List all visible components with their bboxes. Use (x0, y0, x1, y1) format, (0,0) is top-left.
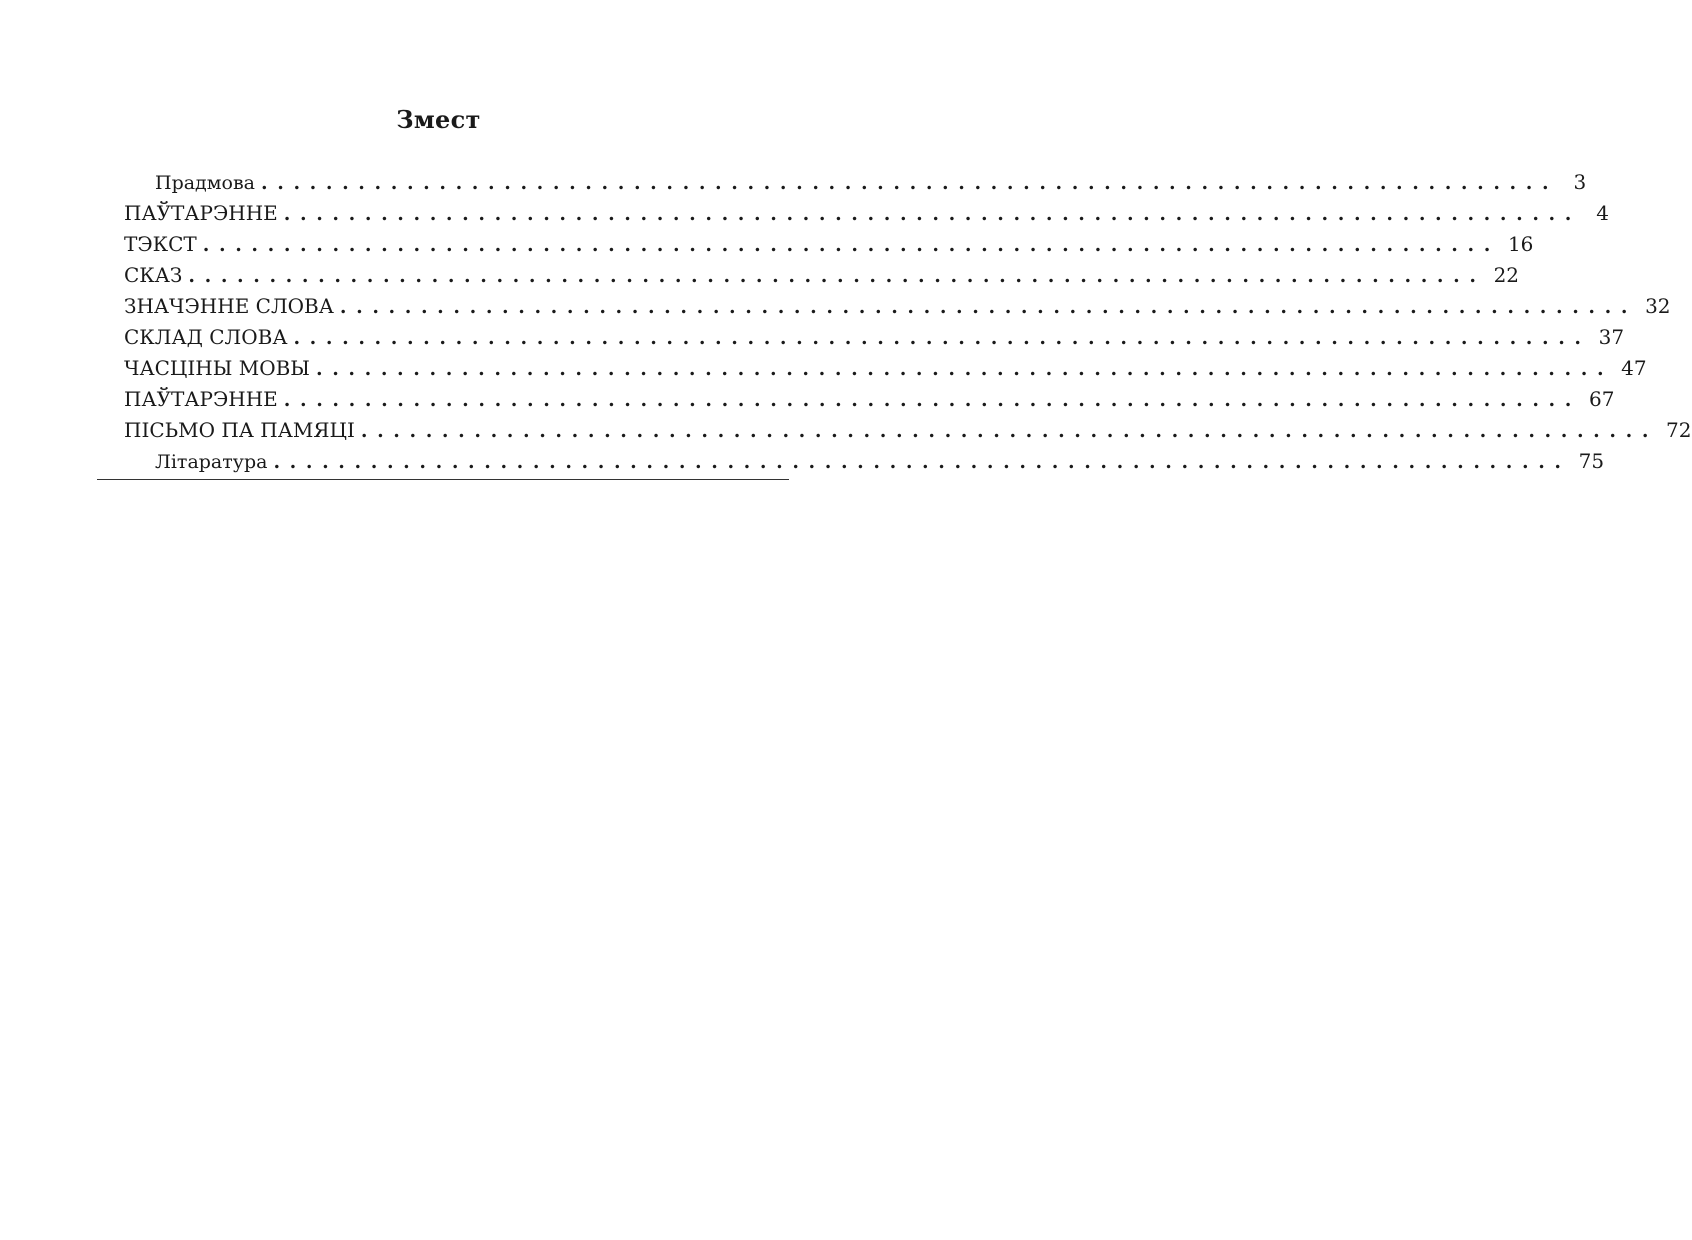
toc-entry-page: 32 (1645, 294, 1671, 318)
toc-dot-leader: ................................................................................ (273, 451, 1571, 473)
toc-entry-page: 4 (1596, 201, 1609, 225)
toc-entry-page: 47 (1621, 356, 1647, 380)
toc-entry-title: СКАЗ (124, 263, 183, 287)
toc-entry-page: 22 (1493, 263, 1520, 287)
toc-dot-leader: ................................................................................ (315, 358, 1614, 380)
toc-entry[interactable] (124, 167, 1587, 198)
toc-entry-title: ПАЎТАРЭННЕ (124, 201, 278, 225)
toc-dot-leader: ................................................................................ (261, 172, 1559, 194)
bottom-rule (97, 479, 789, 480)
toc-entry-title: ТЭКСТ (124, 232, 197, 256)
toc-entry-title: Літаратура (155, 451, 268, 473)
toc-dot-leader: ................................................................................ (188, 265, 1486, 287)
toc-entry[interactable] (124, 322, 1625, 353)
page-title: Змест (396, 105, 481, 134)
toc-entry-page: 72 (1666, 418, 1692, 442)
toc-entry-title: СКЛАД СЛОВА (124, 325, 288, 349)
toc-entry-page: 3 (1573, 170, 1587, 194)
toc-dot-leader: ................................................................................ (283, 203, 1581, 225)
toc-dot-leader: ................................................................................ (202, 234, 1500, 256)
toc-entry[interactable] (124, 291, 1671, 322)
toc-dot-leader: ................................................................................ (339, 296, 1638, 318)
toc-entry[interactable] (124, 229, 1534, 260)
toc-entry-title: ПІСЬМО ПА ПАМЯЦІ (124, 418, 355, 442)
toc-entry-title: Прадмова (155, 172, 256, 194)
toc-entry-page: 75 (1578, 449, 1605, 473)
toc-entry[interactable] (124, 353, 1647, 384)
toc-entry[interactable] (124, 198, 1609, 229)
toc-dot-leader: ................................................................................ (360, 420, 1659, 442)
toc-dot-leader: ................................................................................ (283, 389, 1581, 411)
toc-entry-page: 37 (1598, 325, 1625, 349)
toc-entry[interactable] (124, 260, 1520, 291)
toc-entry[interactable] (124, 384, 1615, 415)
toc-entry-page: 16 (1507, 232, 1534, 256)
toc-entry-title: ЧАСЦІНЫ МОВЫ (124, 356, 310, 380)
toc-entry-title: ПАЎТАРЭННЕ (124, 387, 278, 411)
toc-entry[interactable] (124, 446, 1605, 477)
toc-dot-leader: ................................................................................ (293, 327, 1591, 349)
table-of-contents (124, 167, 1692, 477)
toc-entry-title: ЗНАЧЭННЕ СЛОВА (124, 294, 334, 318)
toc-entry-page: 67 (1588, 387, 1615, 411)
toc-entry[interactable] (124, 415, 1692, 446)
